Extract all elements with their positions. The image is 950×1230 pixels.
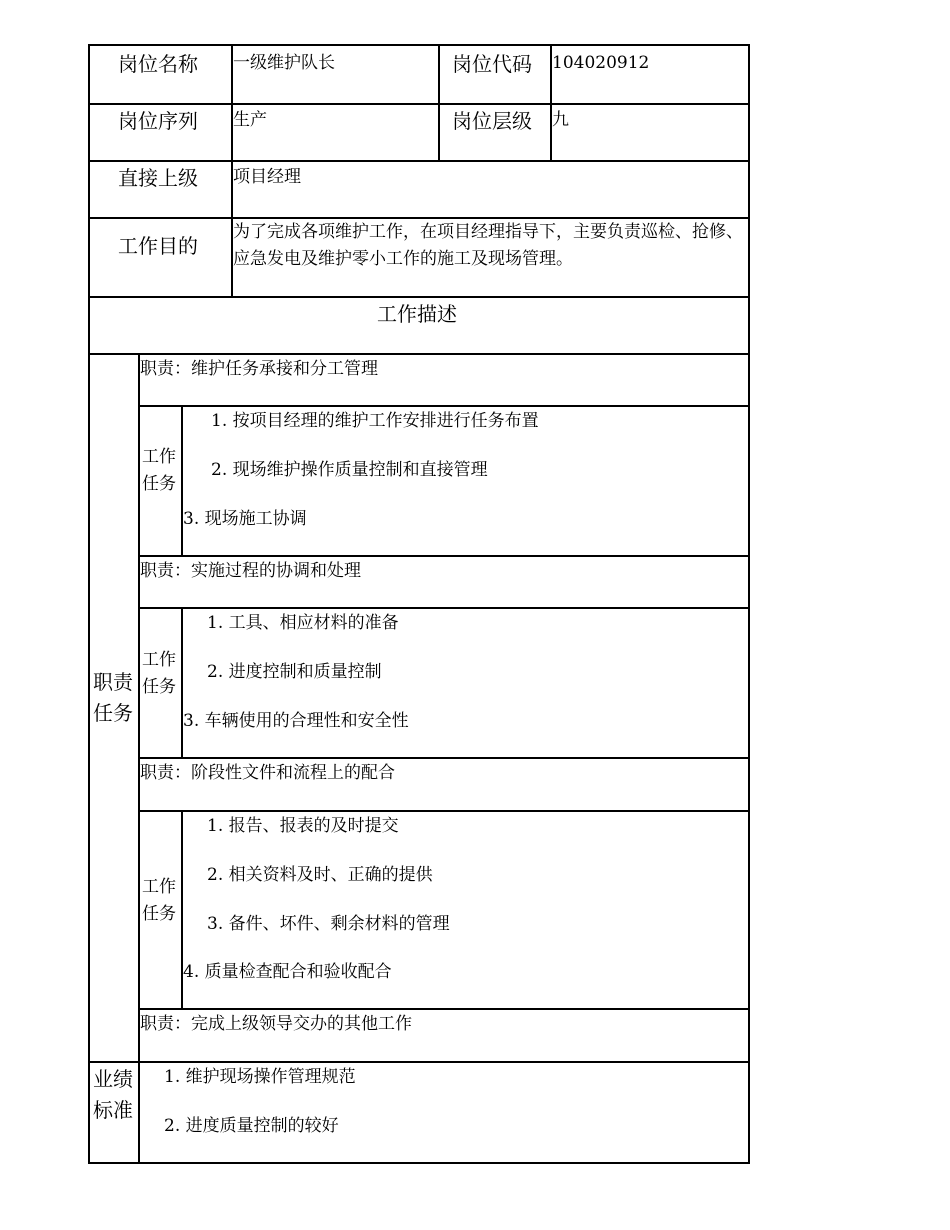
job-series-label: 岗位序列 xyxy=(118,109,198,133)
job-code-label: 岗位代码 xyxy=(452,52,532,76)
column-divider xyxy=(138,353,140,1163)
task-label: 工作 任务 xyxy=(142,877,176,924)
column-divider xyxy=(181,405,183,557)
task-label: 工作 任务 xyxy=(142,650,176,697)
row-divider xyxy=(139,757,750,759)
table-border xyxy=(88,1162,750,1164)
task-label: 工作 任务 xyxy=(142,447,176,494)
row-divider xyxy=(88,160,750,162)
row-divider xyxy=(139,1008,750,1010)
row-divider xyxy=(88,296,750,298)
task-item: 3. 现场施工协调 xyxy=(183,509,307,529)
performance-item: 1. 维护现场操作管理规范 xyxy=(164,1067,356,1087)
job-level-label: 岗位层级 xyxy=(452,109,532,133)
performance-label: 业绩 标准 xyxy=(93,1067,133,1122)
table-border xyxy=(88,44,90,1164)
purpose-label: 工作目的 xyxy=(118,234,198,258)
duty-title: 职责：维护任务承接和分工管理 xyxy=(140,359,378,379)
job-name-value: 一级维护队长 xyxy=(233,53,335,73)
job-name-label: 岗位名称 xyxy=(118,52,198,76)
row-divider xyxy=(139,405,750,407)
task-item: 1. 按项目经理的维护工作安排进行任务布置 xyxy=(211,411,539,431)
task-item: 3. 备件、坏件、剩余材料的管理 xyxy=(207,914,450,934)
superior-value: 项目经理 xyxy=(233,167,301,187)
job-series-value: 生产 xyxy=(233,110,267,130)
job-code-value: 104020912 xyxy=(552,53,650,73)
row-divider xyxy=(139,810,750,812)
row-divider xyxy=(139,555,750,557)
task-item: 2. 现场维护操作质量控制和直接管理 xyxy=(211,460,488,480)
task-item: 1. 工具、相应材料的准备 xyxy=(207,613,399,633)
table-border xyxy=(88,44,750,46)
row-divider xyxy=(88,1061,750,1063)
duties-label: 职责 任务 xyxy=(93,670,133,725)
job-description-table xyxy=(88,44,750,1164)
task-item: 1. 报告、报表的及时提交 xyxy=(207,816,399,836)
performance-item: 2. 进度质量控制的较好 xyxy=(164,1116,339,1136)
purpose-value: 为了完成各项维护工作，在项目经理指导下，主要负责巡检、抢修、应急发电及维护零小工作的施工及现场管理。 xyxy=(233,222,743,269)
task-item: 2. 进度控制和质量控制 xyxy=(207,662,382,682)
superior-label: 直接上级 xyxy=(118,166,198,190)
task-item: 2. 相关资料及时、正确的提供 xyxy=(207,865,433,885)
duty-title: 职责：阶段性文件和流程上的配合 xyxy=(140,763,395,783)
section-title: 工作描述 xyxy=(377,302,457,326)
duty-title: 职责：实施过程的协调和处理 xyxy=(140,561,361,581)
duty-title: 职责：完成上级领导交办的其他工作 xyxy=(140,1014,412,1034)
task-item: 3. 车辆使用的合理性和安全性 xyxy=(183,711,409,731)
row-divider xyxy=(88,103,750,105)
row-divider xyxy=(88,353,750,355)
task-item: 4. 质量检查配合和验收配合 xyxy=(183,962,392,982)
column-divider xyxy=(181,607,183,759)
job-level-value: 九 xyxy=(552,110,569,130)
table-border xyxy=(748,44,750,1164)
row-divider xyxy=(139,607,750,609)
column-divider xyxy=(438,44,440,162)
